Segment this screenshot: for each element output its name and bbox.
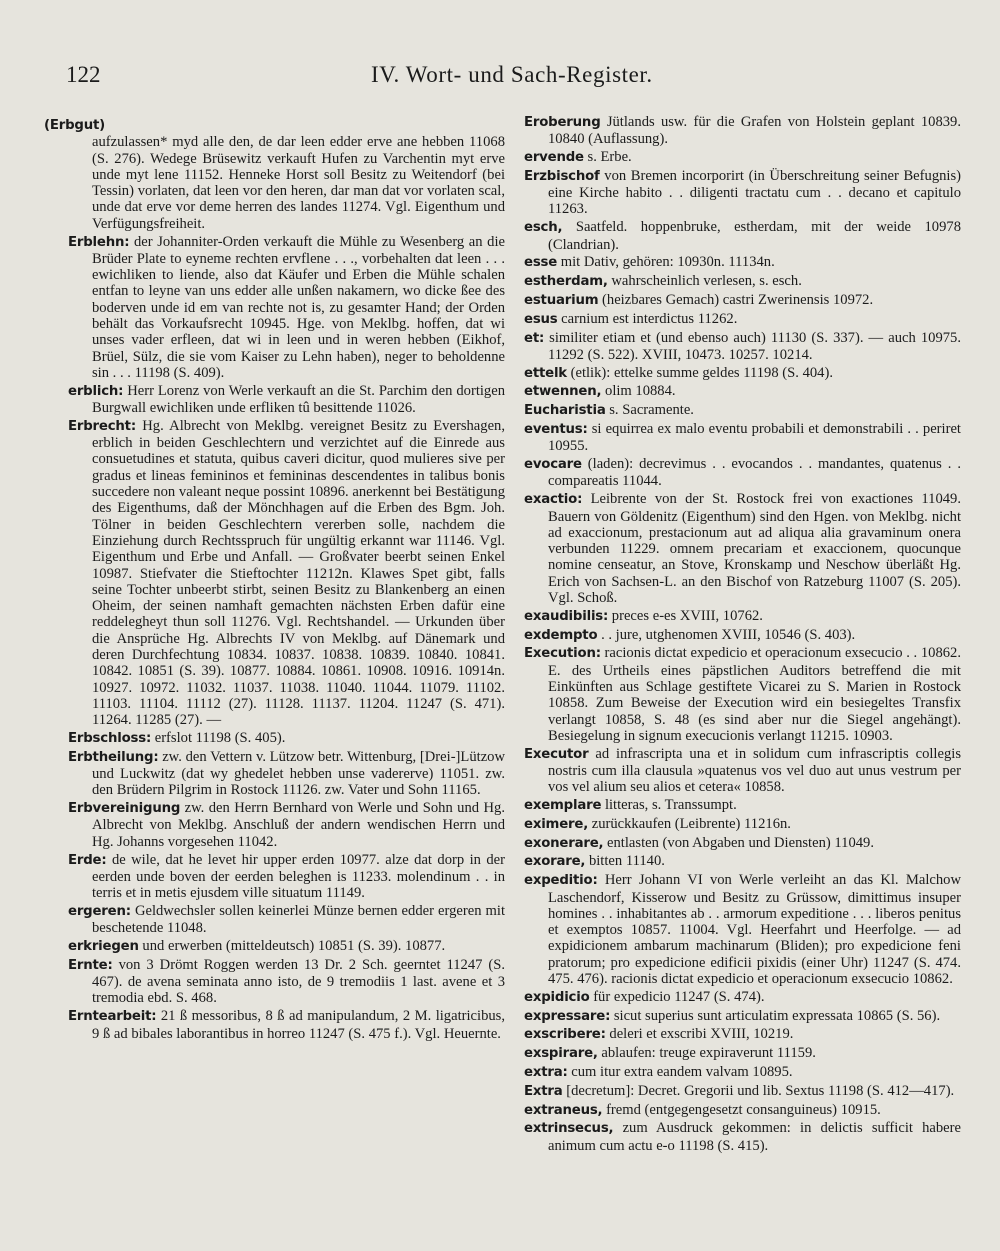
register-entry bbox=[68, 234, 505, 382]
entry-headword: exemplare bbox=[524, 798, 602, 814]
entry-text: Herr Lorenz von Werle verkauft an die St. Parchim den dortigen Burgwall ewichliken unde erfliken tû besittende 11026. bbox=[92, 382, 506, 417]
entry-headword: extraneus, bbox=[524, 1102, 603, 1118]
entry-text: Hg. Albrecht von Meklbg. vereignet Besitz zu Evershagen, erblich in beiden Geschlechtern und verzichtet auf die Einrede aus consuetudines et statuta, quibus caveri dicitur, quod mulieres sive per gradus et lineas femininos et femininas descendentes in talibus bonis succedere non valeant neque possint 10896. anerkennt bei Bestätigung des Eigenthums, daß der Mönchhagen auf die Erben des Bgm. Joh. Tölner in beiden Geschlechtern vererben solle, nachdem die Einziehung durch Rechtsspruch für ungültig erkannt war 11146. Vgl. Eigenthum und Erbe und Anfall. — Großvater beerbt seinen Enkel 10987. Stiefvater die Stieftochter 11212n. Klawes Spet gibt, falls seine Tochter unbeerbt stirbt, seinen Besitz zu Blankenberg an einen Oheim, der seinen namhaft gemachten nächsten Erben dafür eine reddelegheyt thun soll 11276. Vgl. Rechtshandel. — Urkunden über die Ansprüche Hg. Albrechts IV von Meklbg. auf Dänemark und deren Durchfechtung 10834. 10837. 10838. 10839. 10840. 10841. 10842. 10851 (S. 39). 10877. 10884. 10861. 10908. 10916. 10914n. 10927. 10972. 11032. 11037. 11038. 11040. 11044. 11079. 11102. 11103. 11104. 11112 (27). 11128. 11137. 11204. 11247 (S. 471). 11264. 11285 (27). — bbox=[92, 417, 505, 729]
register-entry bbox=[524, 114, 961, 148]
register-entry bbox=[68, 800, 505, 850]
register-entry bbox=[68, 749, 505, 799]
entry-text: s. Erbe. bbox=[587, 149, 632, 166]
entry-text: (etlik): ettelke summe geldes 11198 (S. 404). bbox=[570, 364, 833, 381]
entry-text: similiter etiam et (und ebenso auch) 11130 (S. 337). — auch 10975. 11292 (S. 522). XVIII, 10473. 10257. 10214. bbox=[548, 329, 961, 363]
entry-headword: evocare bbox=[524, 457, 582, 473]
entry-text: wahrscheinlich verlesen, s. esch. bbox=[611, 273, 802, 290]
register-entry bbox=[524, 645, 961, 744]
entry-headword: exonerare, bbox=[524, 835, 604, 851]
entry-headword: Erbschloss: bbox=[68, 730, 152, 746]
entry-text: mit Dativ, gehören: 10930n. 11134n. bbox=[560, 254, 775, 271]
register-entry bbox=[524, 491, 961, 606]
entry-text: olim 10884. bbox=[605, 383, 676, 400]
entry-headword: Executor bbox=[524, 746, 589, 762]
register-entry bbox=[524, 627, 961, 644]
entry-headword: extrinsecus, bbox=[524, 1121, 614, 1137]
entry-text: deleri et exscribi XVIII, 10219. bbox=[609, 1026, 794, 1043]
register-entry bbox=[68, 1008, 505, 1042]
register-entry bbox=[68, 938, 505, 955]
entry-text: [decretum]: Decret. Gregorii und lib. Sextus 11198 (S. 412—417). bbox=[566, 1082, 955, 1099]
entry-text: preces e-es XVIII, 10762. bbox=[611, 607, 763, 624]
entry-text: s. Sacramente. bbox=[609, 402, 694, 419]
register-entry bbox=[524, 1064, 961, 1081]
register-entry bbox=[524, 1008, 961, 1025]
register-entry bbox=[524, 330, 961, 364]
entry-text: cum itur extra eandem valvam 10895. bbox=[571, 1064, 793, 1081]
entry-text: Geldwechsler sollen keinerlei Münze bernen edder ergeren mit beschetende 11048. bbox=[92, 902, 505, 937]
entry-text: fremd (entgegengesetzt consanguineus) 10915. bbox=[606, 1101, 881, 1118]
register-entry bbox=[524, 1083, 961, 1100]
entry-text: ablaufen: treuge expiraverunt 11159. bbox=[601, 1045, 816, 1062]
entry-headword: esse bbox=[524, 255, 558, 271]
entry-headword: exscribere: bbox=[524, 1027, 606, 1043]
entry-headword: exactio: bbox=[524, 492, 583, 508]
entry-text: carnium est interdictus 11262. bbox=[561, 310, 738, 327]
entry-headword: exdempto bbox=[524, 627, 598, 643]
entry-headword: exorare, bbox=[524, 854, 586, 870]
entry-text: racionis dictat expedicio et operacionum exsecucio . . 10862. E. des Urtheils eines päpstlichen Auditors betreffend die mit Einkünften aus Schlage gestiftete Vicarei zu S. Marien in Rostock 10858. Zum Beweise der Execution wird ein besiegeltes Transfix verlangt 10858, S. 48 (es sind aber nur die Siegel angehängt). Besiegelung in signum execucionis verlangt 11215. 10903. bbox=[548, 645, 961, 744]
entry-headword: et: bbox=[524, 330, 545, 346]
register-entry bbox=[524, 365, 961, 382]
entry-headword: Erde: bbox=[68, 852, 107, 868]
entry-text: litteras, s. Transsumpt. bbox=[604, 797, 737, 814]
register-entry bbox=[524, 1102, 961, 1119]
register-entry bbox=[524, 421, 961, 455]
register-entry bbox=[524, 292, 961, 309]
entry-headword: esch, bbox=[524, 220, 563, 236]
entry-text: erfslot 11198 (S. 405). bbox=[154, 729, 286, 746]
entry-headword: erkriegen bbox=[68, 939, 139, 955]
register-entry bbox=[524, 311, 961, 328]
register-entry bbox=[524, 1045, 961, 1062]
entry-text: von 3 Drömt Roggen werden 13 Dr. 2 Sch. geerntet 11247 (S. 467). de avena seminata anno isto, de 9 tremodiis 1 last. avene et 3 tremodia ebd. S. 468. bbox=[92, 956, 505, 1007]
entry-text: . . jure, utghenomen XVIII, 10546 (S. 403). bbox=[601, 626, 856, 643]
entry-headword: Eroberung bbox=[524, 115, 601, 130]
register-entry bbox=[524, 872, 961, 987]
entry-headword: (Erbgut) bbox=[44, 118, 106, 133]
entry-headword: estuarium bbox=[524, 292, 599, 308]
entry-text: entlasten (von Abgaben und Diensten) 11049. bbox=[607, 834, 874, 851]
entry-text: Herr Johann VI von Werle verleiht an das Kl. Malchow Laschendorf, Kisserow und Besitz zu Grüssow, dimittimus insuper homines . . inhabitantes ab . . armorum expeditione . . . liberos penitus et exemptos 10857. 11004. Vgl. Heerfahrt und Heerfolge. — ad expidicionem ambarum machinarum (Bliden); pro expedicione feni pratorum; pro expedicione edificii pixidis (einer Uhr) 11247 (S. 474. 475. 476). racionis dictat expedicio et operacionum exsecucio 10862. bbox=[548, 872, 961, 988]
entry-text: (laden): decrevimus . . evocandos . . mandantes, quatenus . . compareatis 11044. bbox=[548, 456, 961, 490]
register-entry bbox=[524, 746, 961, 796]
entry-headword: Execution: bbox=[524, 646, 601, 662]
entry-headword: ettelk bbox=[524, 365, 567, 381]
entry-text: bitten 11140. bbox=[588, 853, 665, 870]
register-entry bbox=[524, 219, 961, 253]
entry-text: und erwerben (mitteldeutsch) 10851 (S. 39). 10877. bbox=[142, 938, 446, 955]
entry-headword: Erzbischof bbox=[524, 168, 600, 184]
register-entry bbox=[524, 989, 961, 1006]
entry-headword: exspirare, bbox=[524, 1046, 598, 1062]
register-entry bbox=[524, 273, 961, 290]
entry-headword: Erblehn: bbox=[68, 234, 130, 250]
page-header bbox=[66, 62, 926, 102]
entry-headword: extra: bbox=[524, 1065, 568, 1081]
register-entry bbox=[524, 608, 961, 625]
entry-text: zurückkaufen (Leibrente) 11216n. bbox=[591, 815, 791, 832]
entry-headword: Erntearbeit: bbox=[68, 1009, 157, 1025]
entry-headword: expressare: bbox=[524, 1008, 611, 1024]
entry-headword: Erbvereinigung bbox=[68, 801, 181, 817]
register-entry bbox=[68, 957, 505, 1007]
entry-text: ad infrascripta una et in solidum cum infrascriptis collegis nostris cum illa clausula »quatenus vos vel duo aut unus vestrum per vos vel alium seu alios et cetera« 10858. bbox=[548, 745, 961, 796]
left-column bbox=[44, 118, 506, 1043]
entry-headword: expeditio: bbox=[524, 873, 598, 889]
register-entry bbox=[68, 418, 505, 729]
entry-headword: Ernte: bbox=[68, 957, 113, 973]
register-entry bbox=[524, 797, 961, 814]
entry-headword: Erbtheilung: bbox=[68, 749, 159, 765]
register-entry bbox=[524, 383, 961, 400]
entry-headword: Erbrecht: bbox=[68, 418, 136, 434]
register-entry bbox=[524, 168, 961, 218]
entry-headword: Extra bbox=[524, 1083, 563, 1099]
entry-headword: esus bbox=[524, 311, 558, 327]
entry-text: Leibrente von der St. Rostock frei von exactiones 11049. Bauern von Göldenitz (Eigenthum) sind den Hgen. von Meklbg. nicht ad exaccionum, prestacionum aut ad aliqua alia gravaminum onera verbunden 11229. omnem precariam et exaccionem, quocunque nomine censeatur, an Stove, Kronskamp und Neschow überläßt Hg. Erich von Sachsen-L. an den Bischof von Ratzeburg 11007 (S. 205). Vgl. Schoß. bbox=[548, 491, 961, 607]
register-entry bbox=[68, 852, 505, 902]
register-entry bbox=[524, 254, 961, 271]
entry-text: zw. den Herrn Bernhard von Werle und Sohn und Hg. Albrecht von Meklbg. Anschluß der andern wendischen Herrn und Hg. Johanns vorgesehen 11042. bbox=[92, 800, 505, 850]
entry-text: Saatfeld. hoppenbruke, estherdam, mit der weide 10978 (Clandrian). bbox=[548, 219, 961, 253]
entry-headword: ergeren: bbox=[68, 903, 131, 919]
entry-headword: erblich: bbox=[68, 383, 124, 399]
entry-headword: exaudibilis: bbox=[524, 608, 609, 624]
register-entry bbox=[68, 903, 505, 937]
register-entry bbox=[524, 853, 961, 870]
entry-headword: Eucharistia bbox=[524, 403, 606, 419]
entry-text: (heizbares Gemach) castri Zwerinensis 10972. bbox=[602, 291, 874, 308]
register-entry bbox=[524, 149, 961, 166]
entry-text: de wile, dat he levet hir upper erden 10977. alze dat dorp in der eerden unde boven der eerden beleghen is 11233. molendinum . . in terris et in metis ejusdem ville situatum 11149. bbox=[92, 851, 505, 902]
register-entry bbox=[524, 1026, 961, 1043]
entry-headword: etwennen, bbox=[524, 384, 602, 400]
entry-text: für expedicio 11247 (S. 474). bbox=[593, 988, 765, 1005]
register-entry bbox=[68, 383, 505, 417]
entry-headword: expidicio bbox=[524, 989, 590, 1005]
entry-text: Jütlands usw. für die Grafen von Holstein geplant 10839. 10840 (Auflassung). bbox=[548, 114, 961, 148]
register-entry bbox=[524, 456, 961, 490]
register-entry bbox=[524, 835, 961, 852]
entry-text: zum Ausdruck gekommen: in delictis sufficit habere animum cum actu e-o 11198 (S. 415). bbox=[548, 1120, 961, 1154]
entry-headword: eximere, bbox=[524, 816, 589, 832]
entry-headword: estherdam, bbox=[524, 274, 608, 290]
entry-text: zw. den Vettern v. Lützow betr. Wittenburg, [Drei-]Lützow und Luckwitz (dat wy ghedelet hebben unse vadererve) 11051. zw. den Brüdern Pilgrim in Rostock 11126. zw. Vater und Sohn 11165. bbox=[92, 748, 506, 799]
right-column bbox=[524, 114, 961, 1156]
entry-text: si equirrea ex malo eventu probabili et demonstrabili . . periret 10955. bbox=[548, 421, 961, 455]
entry-text: der Johanniter-Orden verkauft die Mühle zu Wesenberg an die Brüder Plate to eyneme rechten ervflene . . ., vorbehalten dat leen . . . ewichliken to liende, also dat Käufer und Erben die Mühle schalen entfan to leyne van uns edder alle unßen nakamern, wo dicke ßee des boderven unde id em van rechte not is, zu gesamter Hand; der Orden behält das Vorkaufsrecht 10945. Hge. von Meklbg. hoffen, dat wi unses vader erfleen, dat wi in leen und in weren hebben (Eikhof, Brüel, Sülz, die sie vom Kaiser zu Lehn haben), neger to beholdenne sin . . . 11198 (S. 409). bbox=[92, 233, 505, 381]
register-entry bbox=[524, 1120, 961, 1154]
entry-text: von Bremen incorporirt (in Überschreitung seiner Befugnis) eine Kirche habito . . diligenti tractatu cum . . decano et capitulo 11263. bbox=[548, 167, 962, 218]
entry-headword: ervende bbox=[524, 150, 584, 166]
running-title: IV. Wort- und Sach-Register. bbox=[371, 62, 653, 87]
register-entry bbox=[524, 402, 961, 419]
register-entry bbox=[68, 730, 505, 747]
entry-text: sicut superius sunt articulatim expressata 10865 (S. 56). bbox=[613, 1007, 941, 1024]
entry-text: 21 ß messoribus, 8 ß ad manipulandum, 2 M. ligatricibus, 9 ß ad bibales laborantibus in horreo 11247 (S. 475 f.). Vgl. Heuernte. bbox=[92, 1008, 505, 1042]
entry-text: aufzulassen* myd alle den, de dar leen edder erve ane hebben 11068 (S. 276). Wedege Brüsewitz verkauft Hufen zu Varchentin myt erve unde myt lene 11152. Henneke Horst soll Besitz zu Weitendorf (bei Tessin) vorlaten, dat leen vor den heren, dar man dat vor vorlaten scal, unde dat erve vor deme herren des landes 11274. Vgl. Eigenthum und Verfügungsfreiheit. bbox=[92, 134, 505, 232]
register-entry bbox=[44, 118, 505, 232]
register-entry bbox=[524, 816, 961, 833]
entry-headword: eventus: bbox=[524, 422, 588, 438]
page-number: 122 bbox=[66, 62, 101, 87]
